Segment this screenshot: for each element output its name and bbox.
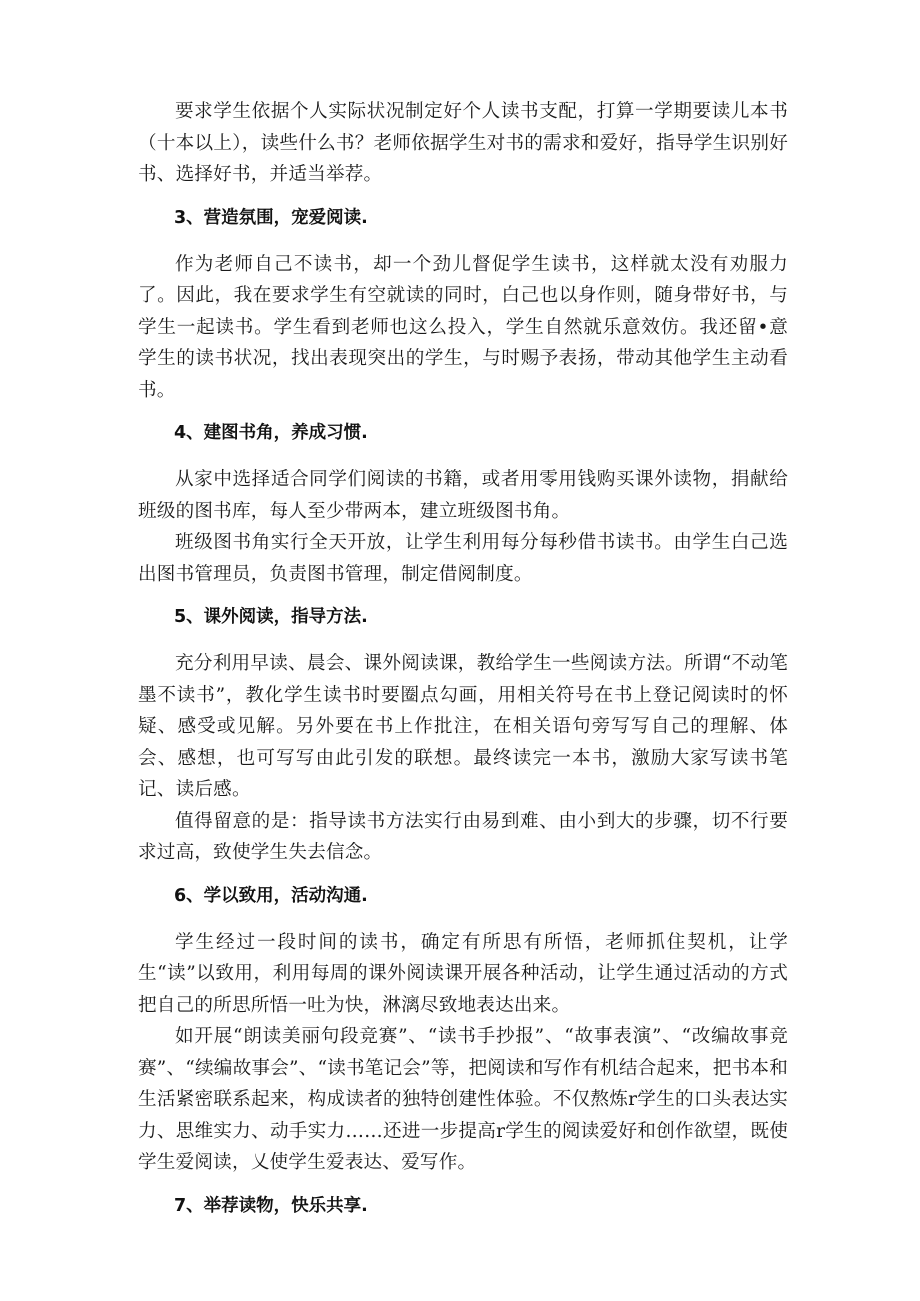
heading-section-4: 4、建图书角，养成习惯.	[174, 423, 368, 443]
heading-section-6: 6、学以致用，活动沟通.	[174, 885, 368, 906]
document-page	[138, 96, 788, 1221]
paragraph-reading-methods: 充分利用早读、晨会、课外阅读课，教给学生一些阅读方法。所谓“不动笔墨不读书”，教化学生读书时要圈点勾画，用相关符号在书上登记阅读时的怀疑、感受或见解。另外要在书上作批注，在相关语句旁写写自己的理解、体会、感想，也可写写由此引发的联想。最终读完一本书，激励大家写读书笔记、读后感。	[138, 653, 788, 800]
paragraph-teacher-example: 作为老师自己不读书，却一个劲儿督促学生读书，这样就太没有劝服力了。因此，我在要求学生有空就读的同时，白己也以身作则，随身带好书，与学生一起读书。学生看到老师也这么投入，学生自然就乐意效仿。我还留•意学生的读书状况，找出表现突出的学生，与时赐予表扬，带动其他学生主动看书。	[138, 253, 788, 401]
paragraph-activities: 如开展“朗读美丽句段竞赛”、“读书手抄报”、“故事表演”、“改编故事竞赛”、“续编故事会”、“读书笔记会”等，把阅读和写作有机结合起来，把书本和生活紧密联系起来，构成读者的独特创建性体验。不仅熬炼r学生的口头表达实力、思维实力、动手实力……还进一步提高r学生的阅读爱好和创作欲望，既使学生爱阅读，乂使学生爱表达、爱写作。	[138, 1026, 788, 1173]
paragraph-apply-reading: 学生经过一段时间的读书，确定有所思有所悟，老师抓住契机，让学生“读”以致用，利用每周的课外阅读课开展各种活动，让学生通过活动的方式把自己的所思所悟一吐为快，淋漓尽致地表达出来。	[138, 931, 788, 1016]
paragraph-reading-plan: 要求学生依据个人实际状况制定好个人读书支配，打算一学期要读儿本书（十本以上），读些什么书？老师依据学生对书的需求和爱好，指导学生识别好书、选择好书，并适当举荐。	[138, 101, 788, 185]
heading-section-7: 7、举荐读物，快乐共享.	[174, 1195, 368, 1216]
heading-section-5: 5、课外阅读，指导方法.	[174, 607, 368, 627]
paragraph-book-donation: 从家中选择适合同学们阅读的书籍，或者用零用钱购买课外读物，捐献给班级的图书库，每人至少带两本，建立班级图书角。	[138, 469, 788, 522]
paragraph-book-corner-rules: 班级图书角实行全天开放，让学生利用每分每秒借书读书。由学生白己选出图书管理员，负责图书管理，制定借阅制度。	[138, 532, 788, 585]
heading-section-3: 3、营造氛围，宠爱阅读.	[174, 207, 368, 228]
paragraph-reading-methods-note: 值得留意的是：指导读书方法实行由易到难、由小到大的步骤，切不行要求过高，致使学生失去信念。	[138, 810, 788, 863]
